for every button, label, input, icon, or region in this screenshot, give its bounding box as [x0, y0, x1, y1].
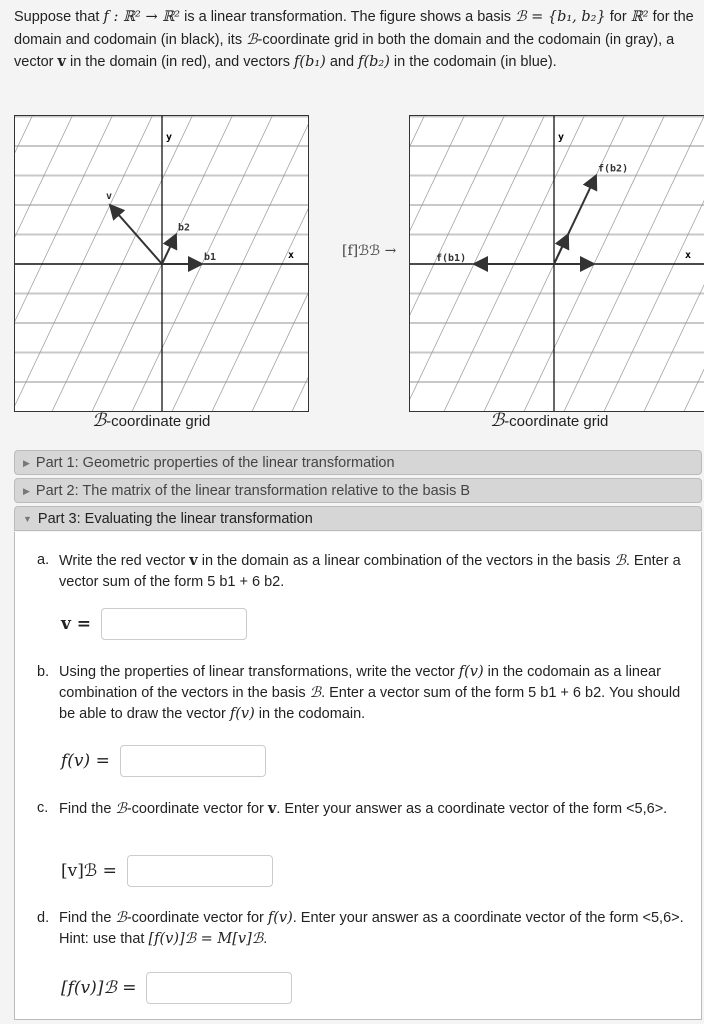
math: v: [57, 53, 66, 70]
domain-caption: [92, 410, 210, 431]
math: v: [189, 552, 198, 569]
question-number: c.: [37, 800, 49, 816]
text: Write the red vector: [59, 553, 190, 569]
answer-b-row: [61, 745, 266, 777]
text: is a linear transformation. The figure shows a basis: [180, 9, 516, 25]
math: ℬ: [246, 31, 258, 48]
text: -coordinate grid in both the domain and the codomain (in gray), a vector: [14, 31, 675, 70]
text: in the domain as a linear combination of the vectors in the basis: [197, 553, 615, 569]
math: ℝ²: [630, 9, 649, 25]
text: Find the: [59, 801, 116, 817]
caption-b: ℬ: [490, 410, 505, 431]
text: in the codomain (in blue).: [389, 54, 557, 70]
text: -coordinate vector for: [126, 801, 268, 817]
transformation-matrix-label: [f]ℬℬ →: [342, 243, 397, 259]
answer-a-input[interactable]: [101, 608, 247, 640]
answer-d-input[interactable]: [146, 972, 292, 1004]
answer-label: v =: [61, 614, 92, 634]
question-number: d.: [37, 910, 50, 926]
accordion-label: Part 2: The matrix of the linear transformation relative to the basis B: [35, 483, 471, 499]
question-b: [37, 662, 697, 725]
math: [f(v)]ℬ = M[v]ℬ: [148, 931, 264, 947]
y-axis-label: y: [558, 132, 565, 143]
question-number: a.: [37, 552, 50, 568]
part-3-panel: [14, 532, 702, 1020]
answer-c-row: [61, 855, 273, 887]
caret-right-icon: ▶: [23, 486, 30, 496]
math: f(v): [229, 706, 255, 722]
accordion-part-1[interactable]: [14, 450, 702, 475]
text: Using the properties of linear transformations, write the vector: [59, 664, 459, 680]
caret-down-icon: ▼: [23, 514, 32, 524]
codomain-plot: [410, 116, 704, 411]
x-axis-label: x: [288, 250, 295, 261]
text: . Enter your answer as a coordinate vector of the form <5,6>. Hint: use that: [59, 910, 684, 947]
math: f(b₁): [294, 54, 326, 70]
accordion-part-3[interactable]: [14, 506, 702, 531]
text: .: [263, 931, 268, 947]
text: . Enter your answer as a coordinate vector of the form <5,6>.: [276, 801, 668, 817]
math: ℬ: [614, 553, 626, 569]
text: in the domain (in red), and vectors: [65, 54, 295, 70]
answer-label: [f(v)]ℬ =: [61, 978, 137, 998]
text: . Enter a vector sum of the form 5 b1 + 6 b2.: [59, 553, 681, 590]
problem-statement: [14, 6, 704, 74]
answer-label: [v]ℬ =: [61, 861, 117, 881]
math: ℬ = {b₁, b₂}: [515, 9, 606, 25]
caption-text: -coordinate grid: [106, 413, 211, 430]
math: f(v): [267, 910, 293, 926]
text: Find the: [59, 910, 116, 926]
text: for: [605, 9, 631, 25]
x-axis-label: x: [685, 250, 692, 261]
vector-b2: [162, 235, 176, 265]
caption-text: -coordinate grid: [504, 413, 609, 430]
caret-right-icon: ▶: [23, 458, 30, 468]
text: for the domain and codomain (in black), its: [14, 9, 694, 48]
math: f(v): [458, 664, 484, 680]
math: ℬ: [309, 685, 322, 701]
math: f : ℝ² → ℝ²: [103, 9, 181, 25]
question-d: [37, 908, 697, 950]
answer-b-input[interactable]: [120, 745, 266, 777]
question-number: b.: [37, 664, 50, 680]
accordion-label: Part 3: Evaluating the linear transformation: [37, 511, 313, 527]
text: . Enter a vector sum of the form 5 b1 + 6 b2. You should be able to draw the vector: [59, 685, 681, 722]
math: ℬ: [115, 910, 127, 926]
y-axis-label: y: [166, 132, 173, 143]
answer-c-input[interactable]: [127, 855, 273, 887]
vector-label: f(b1): [436, 253, 467, 264]
math: v: [267, 800, 277, 817]
caption-b: ℬ: [92, 410, 107, 431]
text: Suppose that: [14, 9, 104, 25]
text: -coordinate vector for: [126, 910, 268, 926]
answer-label: f(v) =: [61, 751, 110, 771]
answer-d-row: [61, 972, 292, 1004]
vector-label: b1: [204, 252, 217, 263]
question-c: [37, 798, 697, 820]
codomain-caption: [490, 410, 608, 431]
domain-plot: [15, 116, 308, 411]
accordion-part-2[interactable]: [14, 478, 702, 503]
question-a: [37, 550, 697, 593]
codomain-graph: [409, 115, 704, 412]
domain-graph: [14, 115, 309, 412]
math: ℬ: [115, 801, 127, 817]
vector-label: f(b2): [598, 163, 629, 175]
vector-label: v: [106, 191, 113, 202]
math: f(b₂): [358, 54, 390, 70]
text: and: [325, 54, 359, 70]
text: in the codomain.: [254, 706, 366, 722]
vector-label: b2: [178, 222, 191, 234]
accordion-label: Part 1: Geometric properties of the linear transformation: [35, 455, 395, 471]
answer-a-row: [61, 608, 247, 640]
text: in the codomain as a linear combination of the vectors in the basis: [59, 664, 661, 701]
vector-f(b2): [554, 176, 596, 265]
